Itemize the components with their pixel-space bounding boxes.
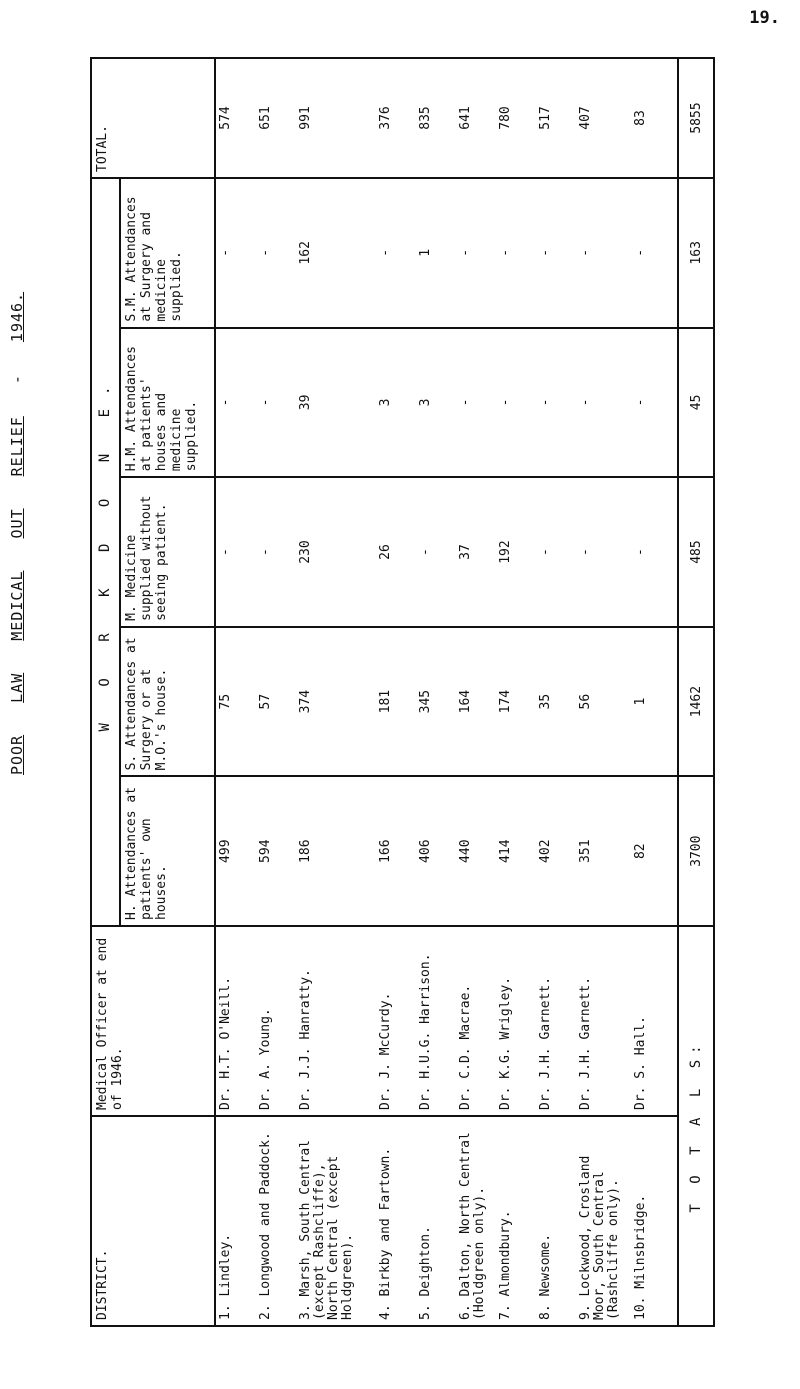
s-cell: 345 — [418, 689, 433, 714]
s-cell: 56 — [578, 693, 593, 710]
officer-cell: Dr. J.H. Garnett. — [578, 976, 593, 1110]
total-cell: 835 — [418, 106, 433, 130]
total-s: 1462 — [678, 627, 714, 777]
district-cell: 1. Lindley. — [218, 1233, 233, 1320]
total-cell: 641 — [458, 106, 473, 130]
s-cell: 164 — [458, 689, 473, 714]
officer-cell: Dr. A. Young. — [258, 1008, 273, 1110]
header-hm: H.M. Attendances at patients' houses and medicine supplied. — [120, 328, 215, 478]
totals-label: T O T A L S: — [678, 926, 714, 1326]
m-cell: - — [538, 548, 553, 556]
hm-cell: - — [633, 398, 648, 407]
m-cell: 230 — [298, 540, 313, 564]
district-column — [215, 1116, 678, 1326]
relief-table-wrapper — [90, 57, 710, 1327]
total-cell: 407 — [578, 106, 593, 130]
sm-cell: - — [633, 248, 648, 257]
officer-column — [215, 926, 678, 1116]
officer-cell: Dr. H.U.G. Harrison. — [418, 953, 433, 1110]
relief-table — [90, 57, 715, 1327]
total-sm: 163 — [678, 178, 714, 328]
title-word: MEDICAL — [8, 570, 26, 641]
header-s: S. Attendances at Surgery or at M.O.'s house. — [120, 627, 215, 777]
s-cell: 57 — [258, 693, 273, 710]
officer-cell: Dr. J. McCurdy. — [378, 992, 393, 1110]
hm-cell: 3 — [418, 398, 433, 407]
hm-cell: - — [578, 398, 593, 407]
m-cell: - — [633, 548, 648, 556]
s-cell: 75 — [218, 693, 233, 710]
m-column — [215, 477, 678, 627]
officer-cell: Dr. J.H. Garnett. — [538, 976, 553, 1110]
title-word: RELIEF — [8, 416, 26, 477]
total-h: 3700 — [678, 776, 714, 926]
district-cell: 7. Almondbury. — [498, 1210, 513, 1320]
h-cell: 440 — [458, 839, 473, 863]
header-m: M. Medicine supplied without seeing patient. — [120, 477, 215, 627]
total-cell: 376 — [378, 106, 393, 130]
m-cell: - — [218, 548, 233, 556]
officer-cell: Dr. S. Hall. — [633, 1016, 648, 1110]
header-officer: Medical Officer at end of 1946. — [91, 926, 215, 1116]
sm-cell: - — [498, 248, 513, 257]
s-cell: 181 — [378, 689, 393, 714]
s-cell: 35 — [538, 693, 553, 710]
hm-cell: - — [218, 398, 233, 407]
sm-cell: - — [218, 248, 233, 257]
header-total: TOTAL. — [91, 58, 215, 178]
officer-cell: Dr. C.D. Macrae. — [458, 984, 473, 1110]
s-cell: 1 — [633, 697, 648, 706]
h-cell: 499 — [218, 839, 233, 863]
officer-cell: Dr. J.J. Hanratty. — [298, 969, 313, 1110]
m-cell: 26 — [378, 544, 393, 560]
s-cell: 174 — [498, 689, 513, 714]
total-column — [215, 58, 678, 178]
hm-cell: - — [498, 398, 513, 407]
sm-cell: - — [538, 248, 553, 257]
h-cell: 402 — [538, 839, 553, 863]
h-cell: 186 — [298, 839, 313, 863]
h-cell: 414 — [498, 839, 513, 863]
hm-cell: - — [538, 398, 553, 407]
sm-column — [215, 178, 678, 328]
m-cell: - — [418, 548, 433, 556]
district-cell: 6. Dalton, North Central (Holdgreen only). — [458, 1132, 487, 1320]
document-title — [8, 270, 26, 775]
district-cell: 9. Lockwood, Crosland Moor, South Central (Rashcliffe only). — [578, 1155, 621, 1320]
hm-column — [215, 328, 678, 478]
header-h: H. Attendances at patients' own houses. — [120, 776, 215, 926]
h-cell: 594 — [258, 839, 273, 863]
sm-cell: - — [458, 248, 473, 257]
officer-cell: Dr. K.G. Wrigley. — [498, 976, 513, 1110]
m-cell: 37 — [458, 544, 473, 560]
h-cell: 166 — [378, 839, 393, 863]
sm-cell: 1 — [418, 248, 433, 257]
header-district: DISTRICT. — [91, 1116, 215, 1326]
total-cell: 991 — [298, 106, 313, 130]
title-word: 1946. — [8, 291, 26, 343]
total-cell: 574 — [218, 106, 233, 130]
district-cell: 2. Longwood and Paddock. — [258, 1132, 273, 1320]
district-cell: 5. Deighton. — [418, 1226, 433, 1320]
header-work-done: W O R K D O N E. — [91, 178, 120, 926]
grand-total: 5855 — [678, 58, 714, 178]
h-cell: 82 — [633, 843, 648, 860]
officer-cell: Dr. H.T. O'Neill. — [218, 976, 233, 1110]
district-cell: 8. Newsome. — [538, 1233, 553, 1320]
title-word: POOR — [8, 734, 26, 775]
title-word: OUT — [8, 508, 26, 539]
h-column — [215, 776, 678, 926]
total-cell: 83 — [633, 110, 648, 126]
h-cell: 351 — [578, 839, 593, 863]
district-cell: 10. Milnsbridge. — [633, 1194, 648, 1320]
h-cell: 406 — [418, 839, 433, 863]
s-column — [215, 627, 678, 777]
hm-cell: 39 — [298, 394, 313, 411]
m-cell: - — [578, 548, 593, 556]
sm-cell: 162 — [298, 241, 313, 265]
total-cell: 651 — [258, 106, 273, 130]
district-cell: 4. Birkby and Fartown. — [378, 1147, 393, 1320]
total-cell: 517 — [538, 106, 553, 130]
sm-cell: - — [258, 248, 273, 257]
m-cell: - — [258, 548, 273, 556]
total-hm: 45 — [678, 328, 714, 478]
total-m: 485 — [678, 477, 714, 627]
hm-cell: 3 — [378, 398, 393, 407]
m-cell: 192 — [498, 540, 513, 564]
s-cell: 374 — [298, 689, 313, 714]
sm-cell: - — [578, 248, 593, 257]
district-cell: 3. Marsh, South Central (except Rashcliffe), North Central (except Holdgreen). — [298, 1139, 355, 1320]
title-word: LAW — [8, 672, 26, 703]
sm-cell: - — [378, 248, 393, 257]
hm-cell: - — [258, 398, 273, 407]
header-sm: S.M. Attendances at Surgery and medicine supplied. — [120, 178, 215, 328]
hm-cell: - — [458, 398, 473, 407]
page-number: 19. — [749, 8, 780, 28]
total-cell: 780 — [498, 106, 513, 130]
title-word: - — [8, 374, 26, 385]
